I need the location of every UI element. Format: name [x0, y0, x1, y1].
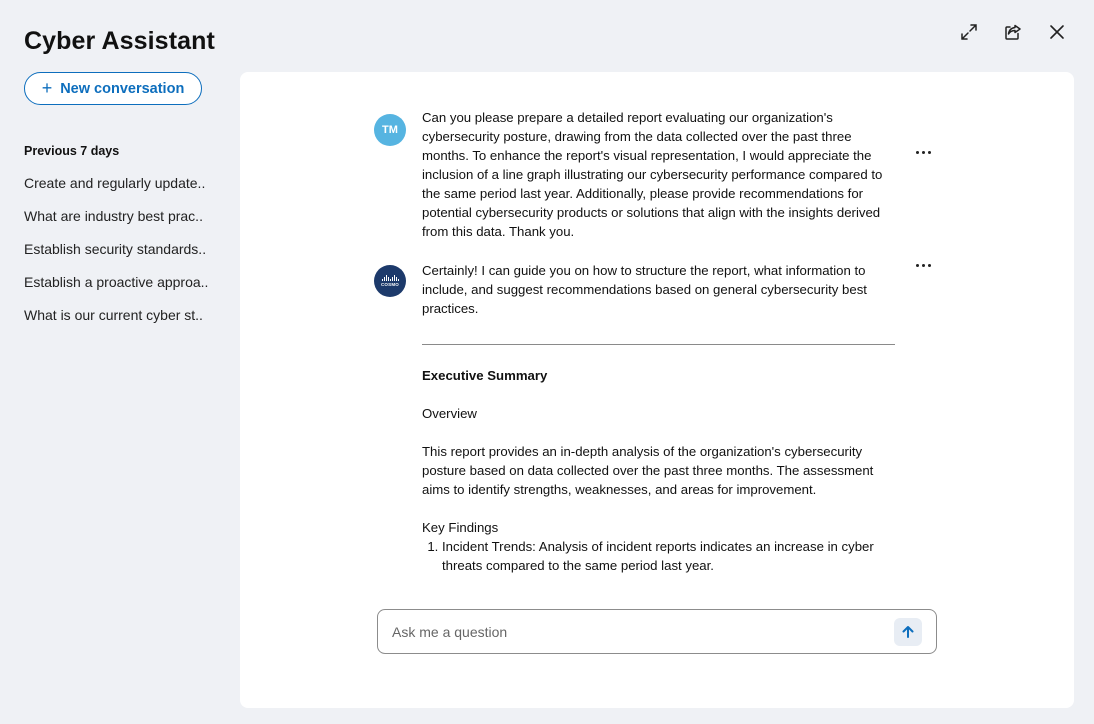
history-section-heading: Previous 7 days [24, 144, 120, 158]
history-item[interactable]: What are industry best prac.. [24, 208, 203, 224]
assistant-message-body [422, 261, 895, 575]
findings-heading: Key Findings [422, 520, 499, 535]
plus-icon: + [41, 77, 53, 98]
assistant-brand: COSMO [380, 282, 399, 287]
history-item[interactable]: Establish security standards.. [24, 241, 207, 257]
expand-icon[interactable] [954, 20, 984, 44]
history-item[interactable]: What is our current cyber st.. [24, 307, 203, 323]
section-title: Executive Summary [422, 368, 548, 383]
finding-item: 1. Incident Trends: Analysis of incident reports indicates an increase in cyber threats compared to the same period last year. [442, 537, 895, 575]
ask-box [377, 609, 937, 654]
close-icon[interactable] [1042, 20, 1072, 44]
conversation-panel [240, 72, 1074, 708]
history-item[interactable]: Create and regularly update.. [24, 175, 206, 191]
share-icon[interactable] [998, 20, 1028, 44]
app-title: Cyber Assistant [24, 27, 215, 55]
new-conversation-label: New conversation [60, 80, 185, 97]
assistant-avatar [374, 265, 406, 297]
assistant-intro: Certainly! I can guide you on how to structure the report, what information to include, and suggest recommendations based on general cybersecurity best practices. [422, 263, 867, 316]
user-message-text: Can you please prepare a detailed report evaluating our organization's cybersecurity posture, drawing from the data collected over the past three months. To enhance the report's visual representation, I would appreciate the inclusion of a line graph illustrating our cybersecurity performance compared to the same period last year. Additionally, please provide recommendations for potential cybersecurity products or solutions that align with the insights derived from this data. Thank you. [422, 110, 883, 239]
divider [422, 344, 895, 345]
more-options-icon[interactable] [913, 259, 933, 271]
send-button[interactable] [894, 618, 922, 646]
cisco-bars-icon [382, 275, 399, 281]
history-list [24, 174, 220, 339]
more-options-icon[interactable] [913, 146, 933, 158]
new-conversation-button[interactable] [24, 72, 202, 105]
overview-text: This report provides an in-depth analysis of the organization's cybersecurity posture based on data collected over the past three months. The assessment aims to identify strengths, weaknesses, and areas for improvement. [422, 444, 874, 497]
user-avatar: TM [374, 114, 406, 146]
subheading: Overview [422, 406, 477, 421]
question-input[interactable] [392, 622, 872, 642]
window-actions [954, 20, 1072, 44]
findings-list [442, 537, 895, 575]
arrow-up-icon [901, 625, 915, 639]
history-item[interactable]: Establish a proactive approa.. [24, 274, 209, 290]
